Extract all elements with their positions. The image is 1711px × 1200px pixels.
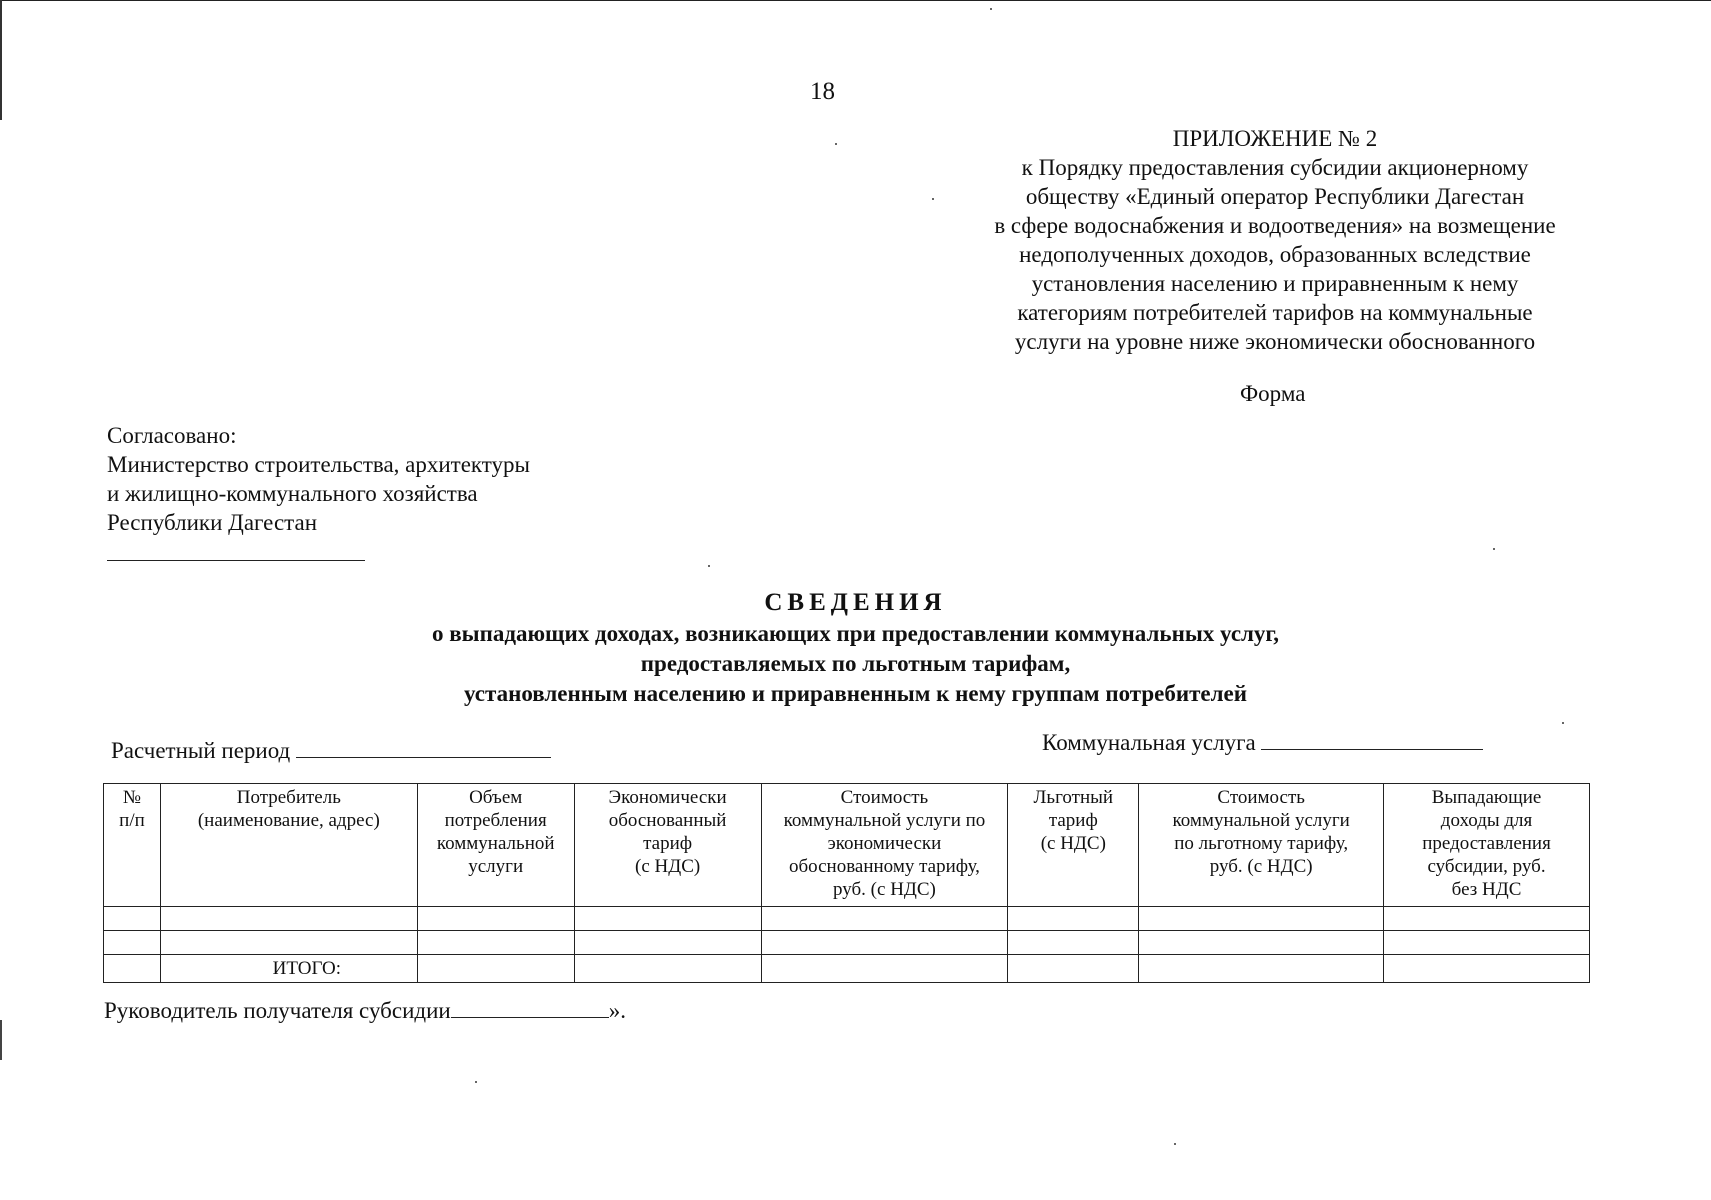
approval-signature-field[interactable] xyxy=(107,560,365,561)
scan-speck xyxy=(1174,1143,1176,1145)
scan-speck xyxy=(990,8,992,10)
table-cell[interactable] xyxy=(1384,907,1590,931)
scan-speck xyxy=(1493,548,1495,550)
col-header-lost-income: Выпадающие доходы для предоставления субсидии, руб. без НДС xyxy=(1384,784,1590,907)
table-cell[interactable] xyxy=(104,931,161,955)
scan-edge-left-lower xyxy=(0,1020,2,1060)
approval-line: и жилищно-коммунального хозяйства xyxy=(107,481,478,506)
table-row xyxy=(104,907,1590,931)
col-header-volume: Объем потребления коммунальной услуги xyxy=(417,784,574,907)
table-cell[interactable] xyxy=(104,907,161,931)
heading-line: о выпадающих доходах, возникающих при предоставлении коммунальных услуг, xyxy=(431,621,1280,646)
table-cell[interactable] xyxy=(417,955,574,983)
table-total-row xyxy=(104,955,1590,983)
page-number: 18 xyxy=(810,78,835,105)
col-header-economic-tariff: Экономически обоснованный тариф (с НДС) xyxy=(574,784,761,907)
col-header-number: № п/п xyxy=(104,784,161,907)
approval-line: Министерство строительства, архитектуры xyxy=(107,452,531,477)
table-cell[interactable] xyxy=(417,907,574,931)
manager-signature-input[interactable] xyxy=(451,997,609,1018)
approval-label: Согласовано: xyxy=(107,423,237,448)
table-cell[interactable] xyxy=(574,907,761,931)
period-label: Расчетный период xyxy=(111,738,291,763)
scan-edge-left xyxy=(0,0,2,120)
service-label: Коммунальная услуга xyxy=(1042,730,1256,755)
scan-speck xyxy=(475,1081,477,1083)
table-cell[interactable] xyxy=(1139,907,1384,931)
appendix-line: недополученных доходов, образованных вследствие xyxy=(1019,242,1531,267)
total-label: ИТОГО: xyxy=(160,955,417,983)
table-cell[interactable] xyxy=(761,955,1008,983)
table-cell[interactable] xyxy=(1008,907,1139,931)
col-header-economic-cost: Стоимость коммунальной услуги по экономически обоснованному тарифу, руб. (с НДС) xyxy=(761,784,1008,907)
data-table xyxy=(103,783,1590,983)
table-cell[interactable] xyxy=(160,907,417,931)
scan-speck xyxy=(708,565,710,567)
table-cell[interactable] xyxy=(1008,955,1139,983)
approval-line: Республики Дагестан xyxy=(107,510,317,535)
appendix-line: обществу «Единый оператор Республики Дагестан xyxy=(1025,184,1525,209)
approval-block xyxy=(107,421,530,537)
scan-speck xyxy=(932,198,934,200)
appendix-line: услуги на уровне ниже экономически обоснованного xyxy=(1014,329,1536,354)
table-header-row xyxy=(104,784,1590,907)
table-cell[interactable] xyxy=(1139,931,1384,955)
appendix-line: к Порядку предоставления субсидии акционерному xyxy=(1021,155,1529,180)
table-cell[interactable] xyxy=(574,955,761,983)
period-field xyxy=(111,737,551,764)
heading-line: установленным населению и приравненным к нему группам потребителей xyxy=(464,681,1247,706)
table-row xyxy=(104,931,1590,955)
service-input[interactable] xyxy=(1261,729,1483,750)
service-field xyxy=(1042,729,1483,756)
scan-edge-top xyxy=(0,0,1711,1)
appendix-title: ПРИЛОЖЕНИЕ № 2 xyxy=(1172,126,1378,151)
heading-line: предоставляемых по льготным тарифам, xyxy=(640,651,1071,676)
table-cell[interactable] xyxy=(160,931,417,955)
manager-signature-field xyxy=(104,997,626,1024)
scan-speck xyxy=(835,143,837,145)
table-cell[interactable] xyxy=(1384,955,1590,983)
period-input[interactable] xyxy=(296,737,551,758)
col-header-consumer: Потребитель (наименование, адрес) xyxy=(160,784,417,907)
col-header-preferential-cost: Стоимость коммунальной услуги по льготному тарифу, руб. (с НДС) xyxy=(1139,784,1384,907)
appendix-block xyxy=(950,124,1600,356)
table-cell[interactable] xyxy=(1008,931,1139,955)
table-cell[interactable] xyxy=(761,907,1008,931)
appendix-line: установления населению и приравненным к нему xyxy=(1031,271,1519,296)
document-heading xyxy=(0,587,1711,709)
appendix-line: категориям потребителей тарифов на коммунальные xyxy=(1017,300,1533,325)
heading-title: СВЕДЕНИЯ xyxy=(764,589,947,616)
form-label: Форма xyxy=(1240,381,1306,406)
table-cell[interactable] xyxy=(1384,931,1590,955)
table-cell[interactable] xyxy=(417,931,574,955)
closing-quote: ». xyxy=(608,998,626,1023)
manager-label: Руководитель получателя субсидии xyxy=(104,998,451,1023)
col-header-preferential-tariff: Льготный тариф (с НДС) xyxy=(1008,784,1139,907)
scan-speck xyxy=(1562,722,1564,724)
table-cell[interactable] xyxy=(104,955,161,983)
table-cell[interactable] xyxy=(574,931,761,955)
appendix-line: в сфере водоснабжения и водоотведения» на возмещение xyxy=(994,213,1556,238)
table-cell[interactable] xyxy=(761,931,1008,955)
table-cell[interactable] xyxy=(1139,955,1384,983)
